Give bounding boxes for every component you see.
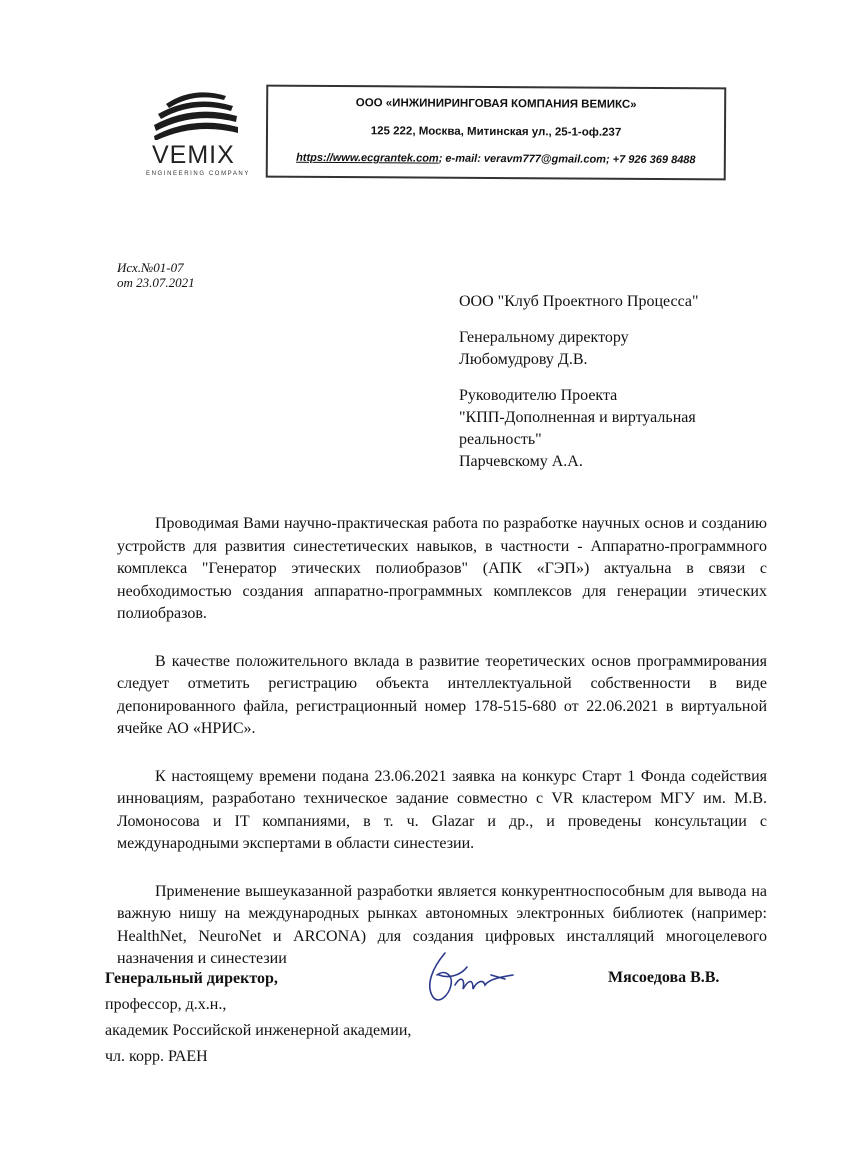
logo-subtitle: ENGINEERING COMPANY xyxy=(146,171,250,177)
paragraph-4: Применение вышеуказанной разработки является конкурентноспособным для вывода на важную нишу на международных рынках автономных электронных библиотек (например: HealthNet, NeuroNet и ARCONA) для создания цифровых инсталляций многоцелевого назначения и синестезии xyxy=(117,882,767,967)
paragraph-3: К настоящему времени подана 23.06.2021 заявка на конкурс Старт 1 Фонда содействия инновациям, разработано техническое задание совместно с VR кластером МГУ им. М.В. Ломоносова и IT компаниями, в т. ч. Glazar и др., и проведены консультации с международными экспертами в области синестезии. xyxy=(117,767,767,852)
addressee-line-5: реальность" xyxy=(459,431,542,448)
addressee-line-2: Любомудрову Д.В. xyxy=(459,351,588,368)
addressee-line-3: Руководителю Проекта xyxy=(459,387,618,404)
contact-details: ; e-mail: veravm777@gmail.com; +7 926 369 8488 xyxy=(438,152,696,167)
company-contacts xyxy=(268,152,724,167)
signatory-line-2: академик Российской инженерной академии, xyxy=(105,1022,412,1039)
website-link[interactable]: https://www.ecgrantek.com xyxy=(296,151,439,165)
addressee-line-1: Генеральному директору xyxy=(459,329,629,346)
company-header-box xyxy=(266,85,727,181)
signatory-line-1: профессор, д.х.н., xyxy=(105,996,227,1013)
logo-wordmark: VEMIX xyxy=(152,141,235,169)
addressee-block xyxy=(459,291,789,473)
handwritten-signature-icon xyxy=(415,945,525,1015)
letter-body xyxy=(117,513,767,996)
company-address: 125 222, Москва, Митинская ул., 25-1-оф.237 xyxy=(370,125,622,139)
addressee-org: ООО "Клуб Проектного Процесса" xyxy=(459,293,699,310)
company-name: ООО «ИНЖИНИРИНГОВАЯ КОМПАНИЯ ВЕМИКС» xyxy=(355,97,637,111)
signatory-name: Мясоедова В.В. xyxy=(608,969,720,986)
paragraph-2: В качестве положительного вклада в развитие теоретических основ программирования следует отметить регистрацию объекта интеллектуальной собственности в виде депонированного файла, регистрационный номер 178-515-680 от 22.06.2021 в виртуальной ячейке АО «НРИС». xyxy=(117,652,767,737)
outgoing-number: Исх.№01-07 xyxy=(117,260,184,275)
outgoing-reference xyxy=(117,260,195,290)
addressee-line-4: "КПП-Дополненная и виртуальная xyxy=(459,409,696,426)
addressee-line-6: Парчевскому А.А. xyxy=(459,453,583,470)
signatory-line-3: чл. корр. РАЕН xyxy=(105,1048,208,1065)
signatory-title: Генеральный директор, xyxy=(105,970,278,987)
outgoing-date: от 23.07.2021 xyxy=(117,275,195,290)
paragraph-1: Проводимая Вами научно-практическая работа по разработке научных основ и созданию устройств для развития синестетических навыков, в частности - Аппаратно-программного комплекса "Генератор этических полиобразов" (АПК «ГЭП») актуальна в связи с необходимостью создания аппаратно-программных комплексов для генерации этических полиобразов. xyxy=(117,515,767,622)
signatory-block xyxy=(105,966,411,1070)
